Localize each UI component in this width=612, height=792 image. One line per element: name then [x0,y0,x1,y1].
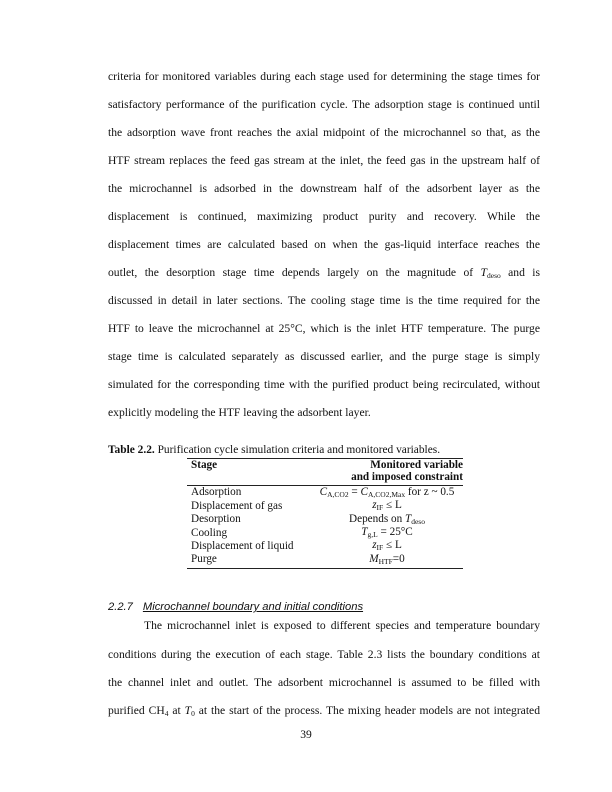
subscript: 0 [191,709,195,718]
body-text-line: The microchannel inlet is exposed to different species and temperature boundary [144,619,540,632]
body-text-line: satisfactory performance of the purification cycle. The adsorption stage is continued until [108,98,540,111]
stage-cell: Displacement of gas [191,499,283,512]
table-caption-text: Purification cycle simulation criteria and monitored variables. [154,444,441,456]
table-row [187,553,463,569]
text-fragment: purified CH [108,704,165,717]
body-text-line [108,266,540,281]
section-number: 2.2.7 [108,601,133,613]
table-row [187,539,463,552]
text-fragment: at [168,704,185,717]
text-fragment: outlet, the desorption stage time depends largely on the magnitude of [108,266,481,279]
subscript: 4 [164,709,169,718]
body-text-line: the microchannel is adsorbed in the downstream half of the adsorbent layer as the [108,182,540,195]
text-fragment: at the start of the process. The mixing header models are not integrated [194,704,540,717]
subscript: deso [486,271,501,280]
column-header-stage: Stage [187,459,311,472]
body-text-line: conditions during the execution of each stage. Table 2.3 lists the boundary conditions at [108,648,540,661]
constraint-cell: zIF ≤ L [372,539,402,553]
column-header-constraint: Monitored variable [311,459,463,472]
constraint-cell: Depends on Tdeso [349,512,425,526]
body-text-line: simulated for the corresponding time with the purified product being recirculated, without [108,378,540,391]
body-text-line: displacement times are calculated based on when the gas-liquid interface reaches the [108,238,540,251]
stage-cell: Cooling [191,526,228,539]
constraint-cell: MHTF=0 [311,553,463,569]
body-text-line: discussed in detail in later sections. The cooling stage time is the time required for the [108,294,540,307]
constraint-cell: zIF ≤ L [372,499,402,513]
body-text-line: explicitly modeling the HTF leaving the adsorbent layer. [108,406,371,419]
section-heading [108,601,363,613]
criteria-table [187,458,463,569]
stage-cell: Purge [187,553,311,569]
table-caption [108,444,440,456]
constraint-cell: CA,CO2 = CA,CO2,Max for z ~ 0.5 [319,485,455,499]
table-label: Table 2.2. [108,444,155,456]
body-text-line: displacement is continued, maximizing product purity and recovery. While the [108,210,540,223]
section-title: Microchannel boundary and initial conditions [142,601,364,613]
body-text-line: HTF to leave the microchannel at 25°C, which is the inlet HTF temperature. The purge [108,322,540,335]
stage-cell: Adsorption [191,486,242,499]
body-text-line: criteria for monitored variables during each stage used for determining the stage times for [108,70,540,83]
body-text-line: stage time is calculated separately as discussed earlier, and the purge stage is simply [108,350,540,363]
body-text-line: the adsorption wave front reaches the axial midpoint of the microchannel so that, as the [108,126,540,139]
column-header-constraint-line2: and imposed constraint [311,471,463,485]
body-text-line: HTF stream replaces the feed gas stream at the inlet, the feed gas in the upstream half of [108,154,540,167]
table-row [187,513,463,526]
stage-cell: Desorption [191,513,241,526]
table-row [187,526,463,539]
body-text-line: the channel inlet and outlet. The adsorbent microchannel is assumed to be filled with [108,676,540,689]
column-header-spacer [187,471,311,485]
page-number: 39 [300,728,312,741]
constraint-cell: Tg,L = 25°C [361,526,413,540]
stage-cell: Displacement of liquid [191,539,294,552]
variable-T: T [184,704,192,717]
text-fragment: and is [500,266,540,279]
table-row [187,499,463,512]
variable-T: T [480,266,487,279]
body-text-line [108,704,540,719]
table-row [187,485,463,499]
